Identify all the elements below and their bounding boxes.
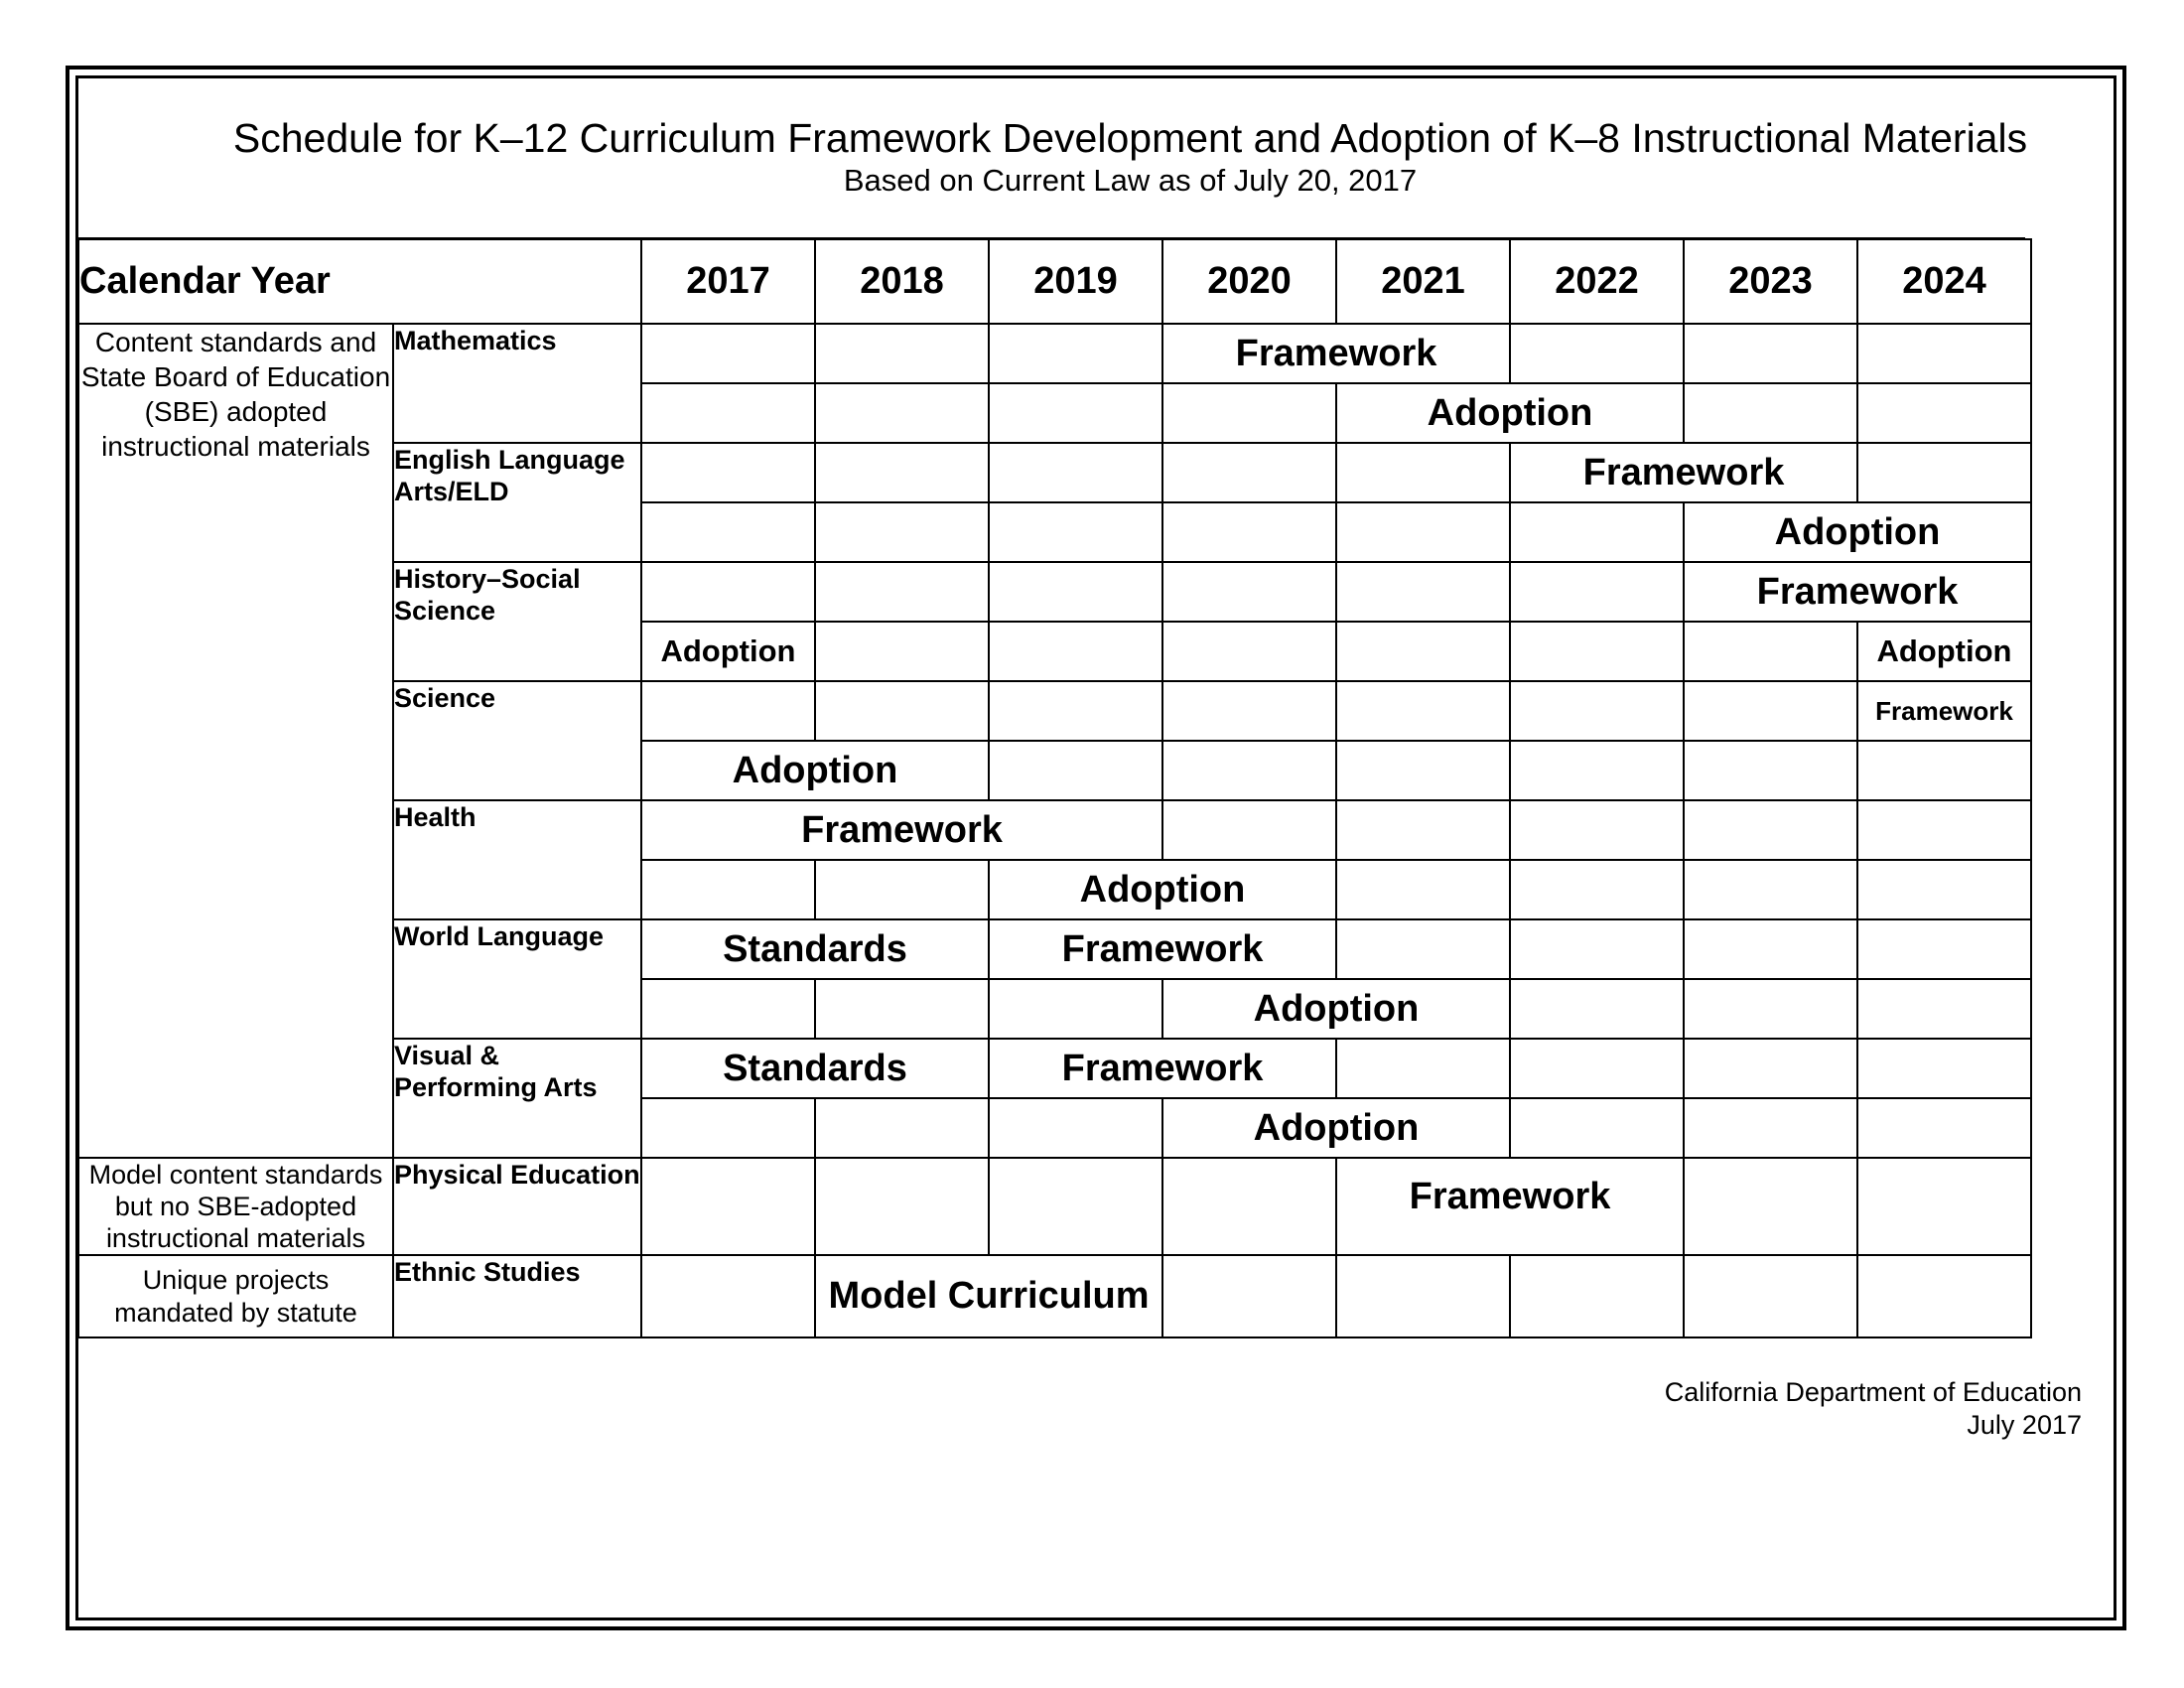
year-2017: 2017 bbox=[641, 239, 815, 324]
year-2018: 2018 bbox=[815, 239, 989, 324]
calendar-year-label: Calendar Year bbox=[78, 239, 641, 324]
ethnic-studies-model-curriculum: Model Curriculum bbox=[815, 1255, 1162, 1337]
ela-framework: Framework bbox=[1510, 443, 1857, 502]
math-adoption: Adoption bbox=[1336, 383, 1684, 443]
subject-world-language: World Language bbox=[393, 919, 641, 1039]
subject-physical-education: Physical Education bbox=[393, 1158, 641, 1255]
subject-mathematics: Mathematics bbox=[393, 324, 641, 443]
year-2023: 2023 bbox=[1684, 239, 1857, 324]
year-2020: 2020 bbox=[1162, 239, 1336, 324]
hss-adoption-2024: Adoption bbox=[1857, 622, 2031, 681]
wl-adoption: Adoption bbox=[1162, 979, 1510, 1039]
year-2021: 2021 bbox=[1336, 239, 1510, 324]
document-title: Schedule for K–12 Curriculum Framework Development and Adoption of K–8 Instructional Materials bbox=[232, 115, 2028, 161]
subject-visual-performing-arts: Visual & Performing Arts bbox=[393, 1039, 641, 1158]
hss-framework: Framework bbox=[1684, 562, 2031, 622]
health-adoption: Adoption bbox=[989, 860, 1336, 919]
subject-ethnic-studies: Ethnic Studies bbox=[393, 1255, 641, 1337]
subject-science: Science bbox=[393, 681, 641, 800]
table-row bbox=[78, 324, 2031, 383]
year-2019: 2019 bbox=[989, 239, 1162, 324]
pe-framework: Framework bbox=[1336, 1148, 1684, 1245]
wl-framework: Framework bbox=[989, 919, 1336, 979]
math-framework: Framework bbox=[1162, 324, 1510, 383]
subject-history-social-science: History–Social Science bbox=[393, 562, 641, 681]
document-subtitle: Based on Current Law as of July 20, 2017 bbox=[843, 163, 1418, 198]
year-2024: 2024 bbox=[1857, 239, 2031, 324]
group-unique-projects: Unique projects mandated by statute bbox=[78, 1255, 393, 1337]
header-row bbox=[78, 239, 2031, 324]
health-framework: Framework bbox=[641, 800, 1162, 860]
footer-date: July 2017 bbox=[1967, 1410, 2082, 1440]
subject-ela-eld: English Language Arts/ELD bbox=[393, 443, 641, 562]
subject-health: Health bbox=[393, 800, 641, 919]
ela-adoption: Adoption bbox=[1684, 502, 2031, 562]
group-sbe-adopted: Content standards and State Board of Education (SBE) adopted instructional materials bbox=[78, 324, 393, 1158]
science-framework: Framework bbox=[1857, 681, 2031, 741]
table-row bbox=[78, 1255, 2031, 1337]
schedule-table bbox=[77, 238, 2032, 1338]
vpa-standards: Standards bbox=[641, 1039, 989, 1098]
science-adoption: Adoption bbox=[641, 741, 989, 800]
year-2022: 2022 bbox=[1510, 239, 1684, 324]
vpa-adoption: Adoption bbox=[1162, 1098, 1510, 1158]
hss-adoption-2017: Adoption bbox=[641, 622, 815, 681]
vpa-framework: Framework bbox=[989, 1039, 1336, 1098]
wl-standards: Standards bbox=[641, 919, 989, 979]
footer bbox=[1665, 1376, 2082, 1442]
group-model-standards: Model content standards but no SBE-adopted instructional materials bbox=[78, 1158, 393, 1255]
footer-org: California Department of Education bbox=[1664, 1377, 2082, 1407]
table-row bbox=[78, 1158, 2031, 1255]
